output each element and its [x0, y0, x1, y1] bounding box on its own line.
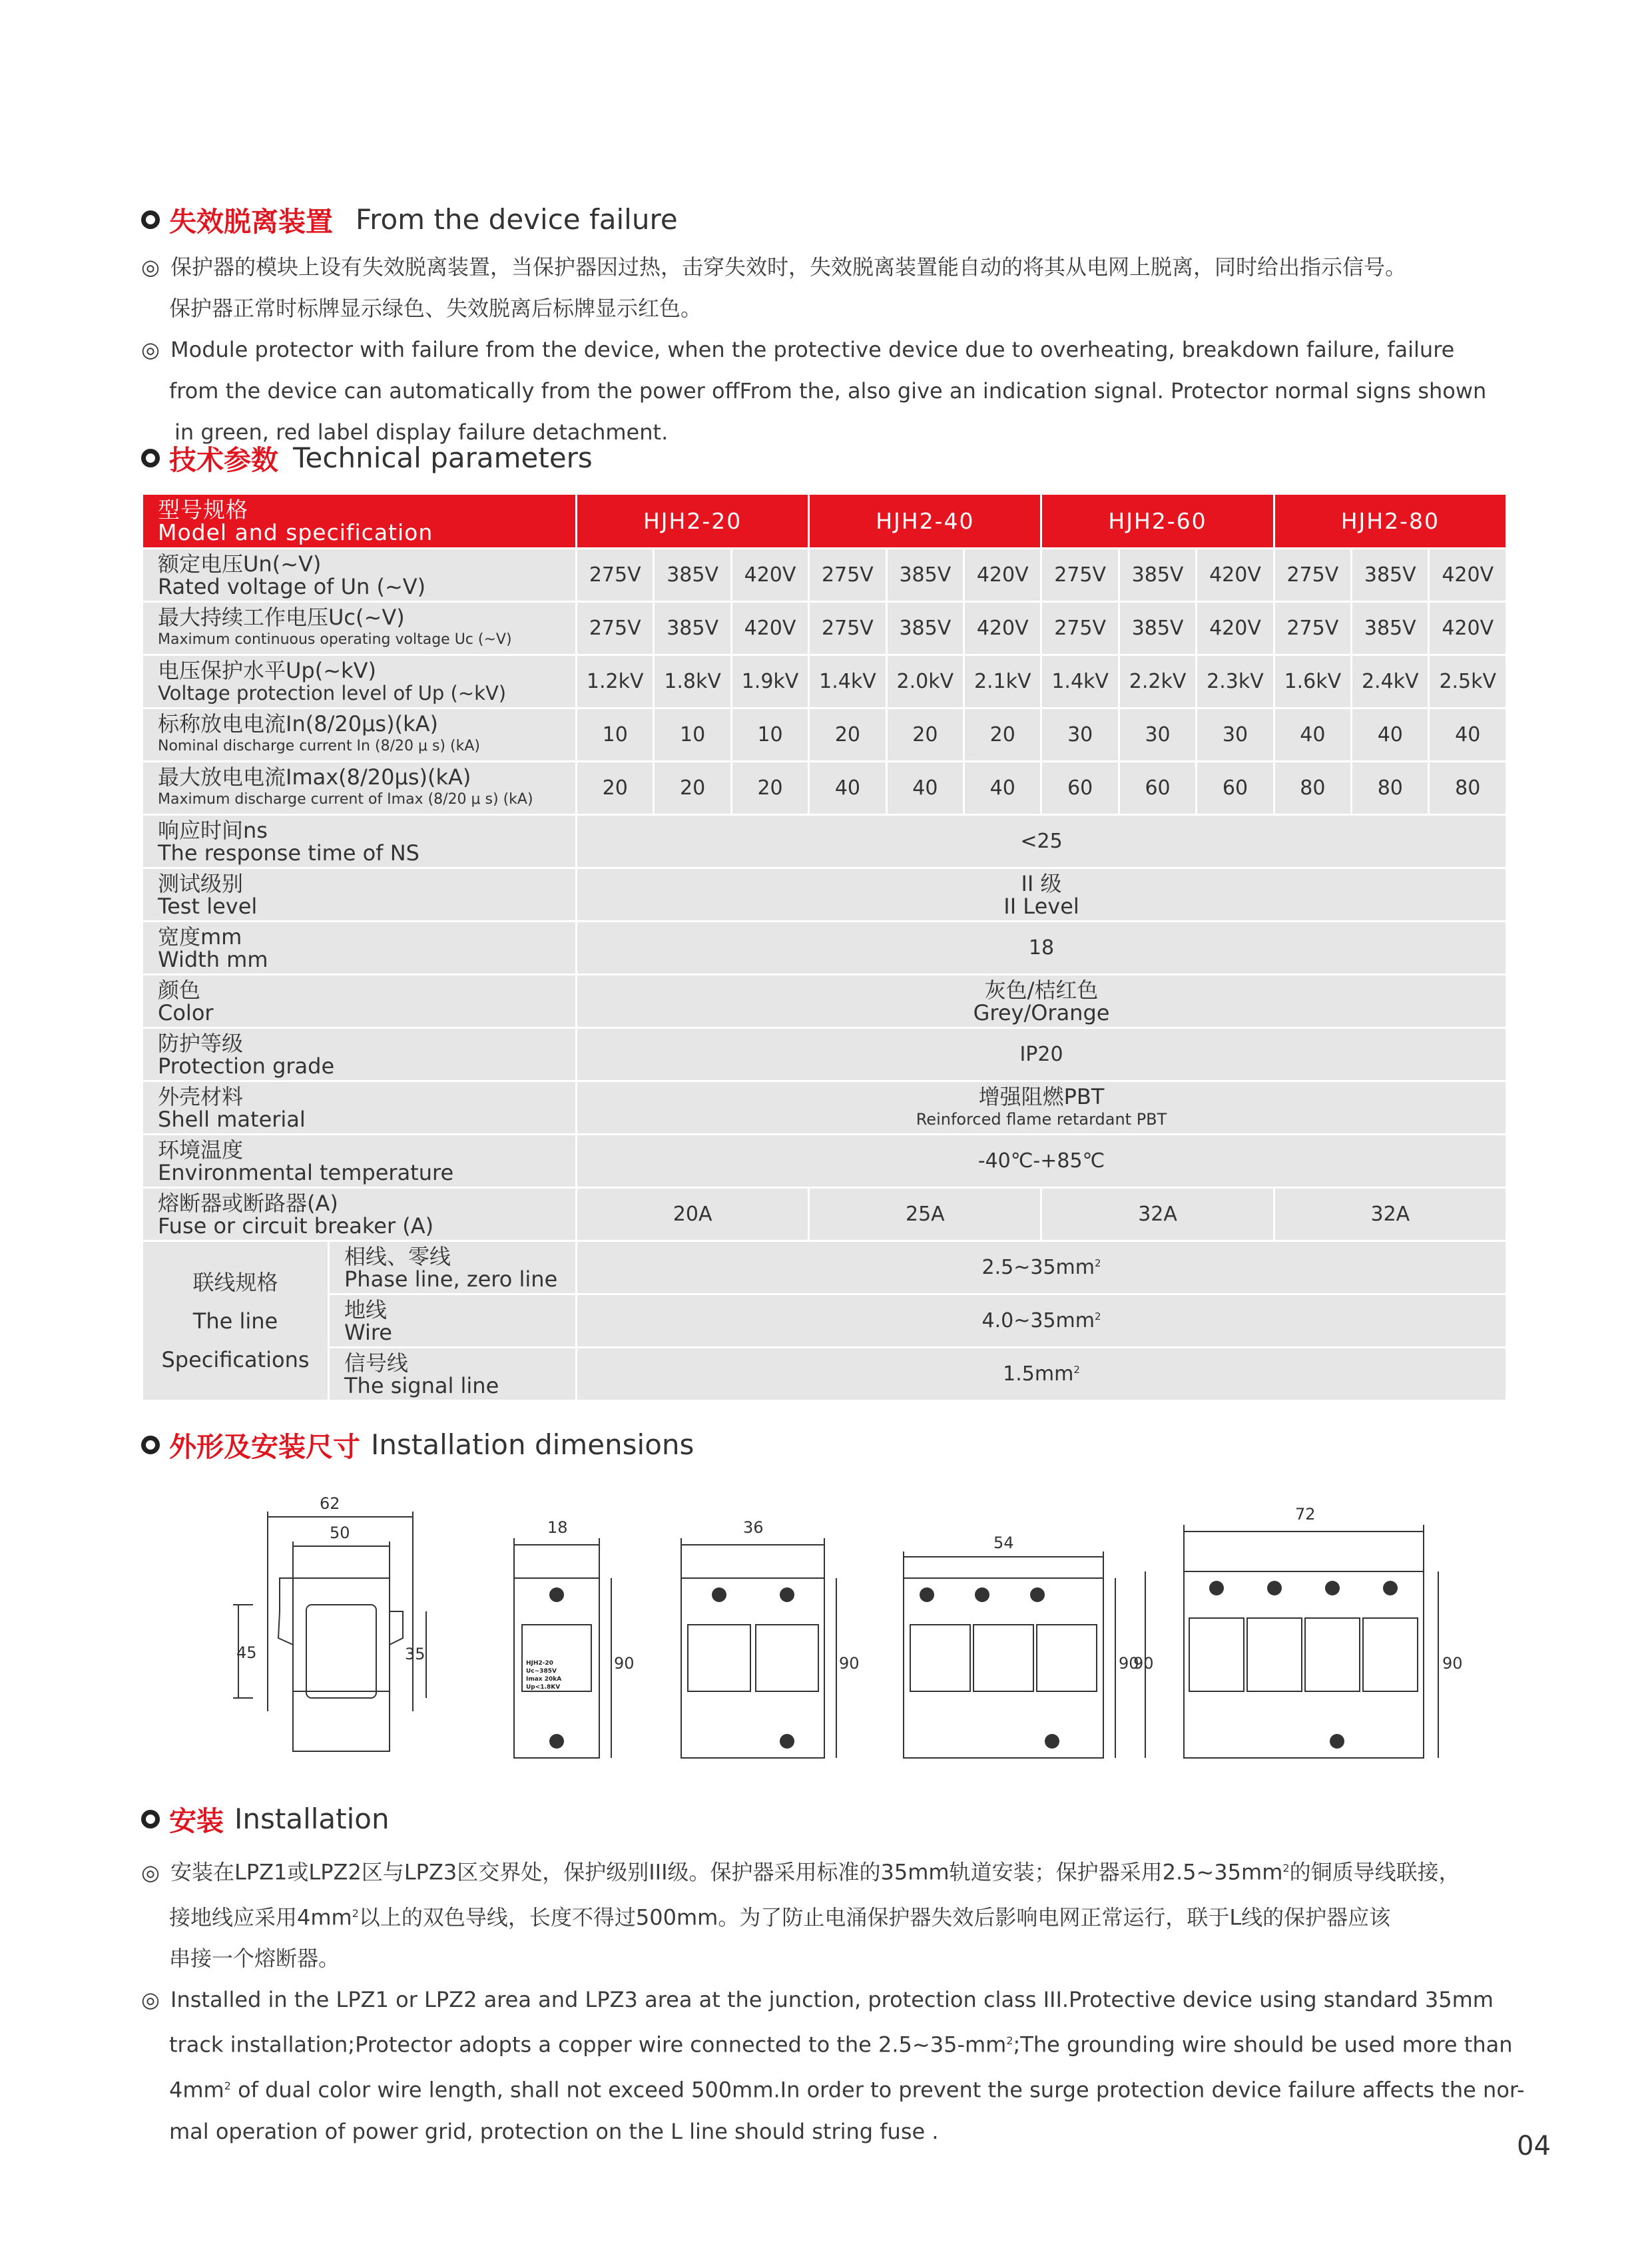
cell-signal-value: $1.5mm^2$ [577, 1348, 1507, 1401]
table-row [142, 868, 1507, 922]
ring-bullet-icon: ◎ [141, 337, 160, 362]
ring-bullet-icon: ◎ [141, 1859, 160, 1885]
cell-value: 420V [731, 549, 808, 602]
4p-drawing [1145, 1525, 1438, 1758]
header-model: HJH2-20 [577, 494, 809, 549]
cell-value: 20 [809, 708, 886, 762]
header-model: HJH2-80 [1274, 494, 1506, 549]
cell-value: 1.2kV [577, 655, 654, 708]
cell-value: 10 [577, 708, 654, 762]
row-label: 最大放电电流Imax(8/20μs)(kA) Maximum discharge current of Imax (8/20 μ s) (kA) [142, 762, 577, 815]
bullet-icon [141, 210, 160, 229]
cell-value: 385V [654, 602, 731, 655]
cell-value: 2.5kV [1429, 655, 1507, 708]
cell-value: 30 [1119, 708, 1196, 762]
cell-grade-value: IP20 [577, 1028, 1507, 1081]
failure-en-line3: in green, red label display failure detachment. [174, 420, 669, 445]
section-install-heading [141, 1799, 390, 1838]
table-row [142, 602, 1507, 655]
row-label: 地线 Wire [329, 1294, 577, 1348]
cell-value: 275V [577, 602, 654, 655]
cell-value: 420V [1429, 602, 1507, 655]
cell-value: 385V [1352, 602, 1429, 655]
ring-bullet-icon: ◎ [141, 254, 160, 280]
2p-drawing [681, 1538, 836, 1758]
row-label: 颜色 Color [142, 975, 577, 1028]
dim-1p-h: 90 [614, 1654, 635, 1673]
table-header-row [142, 494, 1507, 549]
table-row [142, 708, 1507, 762]
module-labels [526, 1660, 561, 1691]
section-title-en: Installation dimensions [371, 1428, 694, 1461]
row-label: 测试级别 Test level [142, 868, 577, 922]
cell-value: 385V [654, 549, 731, 602]
failure-zh-line1: 保护器的模块上设有失效脱离装置，当保护器因过热，击穿失效时，失效脱离装置能自动的将其从电网上脱离，同时给出指示信号。 [170, 254, 1407, 280]
dim-3p-w: 54 [993, 1534, 1014, 1552]
table-row [142, 1135, 1507, 1188]
table-row [142, 549, 1507, 602]
1p-drawing [514, 1538, 611, 1758]
dim-2p-h: 90 [839, 1654, 860, 1673]
row-label: 熔断器或断路器(A) Fuse or circuit breaker (A) [142, 1188, 577, 1241]
cell-value: 2.1kV [964, 655, 1041, 708]
cell-value: 275V [1041, 549, 1119, 602]
row-label: 环境温度 Environmental temperature [142, 1135, 577, 1188]
dim-4p-w: 72 [1295, 1505, 1316, 1524]
table-row [142, 922, 1507, 975]
cell-temp-value: -40℃-+85℃ [577, 1135, 1507, 1188]
cell-phase-value: $2.5\sim 35mm^2$ [577, 1241, 1507, 1294]
row-label: 最大持续工作电压Uc(~V) Maximum continuous operating voltage Uc (~V) [142, 602, 577, 655]
spec-table [141, 493, 1508, 1402]
cell-value: 40 [1429, 708, 1507, 762]
cell-value: 20 [886, 708, 964, 762]
cell-value: 1.6kV [1274, 655, 1351, 708]
dim-2p-w: 36 [743, 1518, 764, 1537]
row-label: 标称放电电流In(8/20μs)(kA) Nominal discharge current In (8/20 μ s) (kA) [142, 708, 577, 762]
cell-value: 385V [886, 549, 964, 602]
cell-value: 1.9kV [731, 655, 808, 708]
cell-value: 80 [1429, 762, 1507, 815]
row-label: 额定电压Un(~V) Rated voltage of Un (~V) [142, 549, 577, 602]
row-label: 外壳材料 Shell material [142, 1081, 577, 1135]
cell-value: 40 [964, 762, 1041, 815]
cell-value: 10 [654, 708, 731, 762]
cell-value: 1.8kV [654, 655, 731, 708]
section-title-zh: 失效脱离装置 [169, 206, 333, 238]
header-label: 型号规格 Model and specification [142, 494, 577, 549]
row-label: 宽度mm Width mm [142, 922, 577, 975]
cell-value: 420V [964, 549, 1041, 602]
cell-value: 2.3kV [1197, 655, 1274, 708]
cell-width-value: 18 [577, 922, 1507, 975]
line-spec-group-label: 联线规格 The line Specifications [142, 1241, 329, 1401]
dim-side-w-inner: 50 [330, 1524, 350, 1542]
cell-value: 275V [1274, 549, 1351, 602]
cell-value: 275V [577, 549, 654, 602]
module-label-uc: Uc~385V [526, 1668, 557, 1675]
cell-value: 2.4kV [1352, 655, 1429, 708]
cell-value: 385V [1119, 549, 1196, 602]
section-title-zh: 外形及安装尺寸 [169, 1431, 360, 1463]
module-label-up: Up<1.8KV [526, 1684, 561, 1691]
cell-value: 20 [964, 708, 1041, 762]
cell-value: 20 [654, 762, 731, 815]
cell-value: 80 [1274, 762, 1351, 815]
cell-value: 385V [1352, 549, 1429, 602]
table-row [142, 1348, 1507, 1401]
table-row [142, 762, 1507, 815]
table-row [142, 1081, 1507, 1135]
failure-en-line2: from the device can automatically from the power offFrom the, also give an indication signal. Protector normal signs shown [169, 378, 1487, 404]
failure-paragraph [141, 246, 1573, 453]
cell-fuse-value: 20A [577, 1188, 809, 1241]
section-failure-heading [141, 200, 678, 239]
cell-value: 10 [731, 708, 808, 762]
cell-value: 40 [1352, 708, 1429, 762]
cell-value: 2.0kV [886, 655, 964, 708]
cell-value: 20 [731, 762, 808, 815]
section-tech-heading [141, 438, 593, 477]
row-label: 响应时间ns The response time of NS [142, 815, 577, 868]
table-row [142, 655, 1507, 708]
cell-value: 30 [1197, 708, 1274, 762]
cell-value: 20 [577, 762, 654, 815]
cell-value: 60 [1041, 762, 1119, 815]
cell-value: 385V [886, 602, 964, 655]
table-row [142, 1028, 1507, 1081]
cell-fuse-value: 32A [1041, 1188, 1274, 1241]
bullet-icon [141, 449, 160, 467]
cell-value: 80 [1352, 762, 1429, 815]
dimension-drawings [226, 1485, 1463, 1791]
dim-4p-h-left: 90 [1133, 1654, 1154, 1673]
cell-value: 420V [1197, 602, 1274, 655]
cell-value: 2.2kV [1119, 655, 1196, 708]
cell-value: 60 [1119, 762, 1196, 815]
cell-value: 1.4kV [809, 655, 886, 708]
bullet-icon [141, 1436, 160, 1454]
section-title-zh: 技术参数 [169, 444, 278, 476]
dim-3p-h: 90 [1119, 1654, 1139, 1673]
section-title-en: From the device failure [356, 203, 678, 236]
dim-side-h-inner: 35 [405, 1645, 425, 1663]
cell-value: 40 [1274, 708, 1351, 762]
dim-side-h-outer: 45 [236, 1643, 257, 1662]
row-label: 电压保护水平Up(~kV) Voltage protection level of Up (~kV) [142, 655, 577, 708]
table-row [142, 1241, 1507, 1294]
table-row [142, 975, 1507, 1028]
cell-value: 275V [1041, 602, 1119, 655]
cell-value: 275V [809, 602, 886, 655]
failure-zh-line2: 保护器正常时标牌显示绿色、失效脱离后标牌显示红色。 [169, 296, 702, 321]
dim-1p-w: 18 [547, 1518, 568, 1537]
header-model: HJH2-60 [1041, 494, 1274, 549]
section-title-en: Technical parameters [293, 441, 593, 474]
module-label-imax: Imax 20kA [526, 1676, 562, 1683]
table-row [142, 1188, 1507, 1241]
cell-value: 60 [1197, 762, 1274, 815]
cell-value: 1.4kV [1041, 655, 1119, 708]
ring-bullet-icon: ◎ [141, 1987, 160, 2013]
side-view-drawing [233, 1512, 426, 1751]
cell-response-value: <25 [577, 815, 1507, 868]
dim-side-w-outer: 62 [320, 1494, 340, 1513]
cell-value: 420V [1197, 549, 1274, 602]
install-paragraph: ◎ 安装在LPZ1或LPZ2区与LPZ3区交界处，保护级别III级。保护器采用标准的35mm轨道安装；保护器采用$2.5\sim 35mm^2$的铜质导线联接， 接地线应采用$4mm^2$以上的双色导线，长度不得过500mm。为了防止电涌保护器失效后影响电网正常运行，联于L线的保护器应该 串接一个熔断器。 ◎ Installed in the LPZ1 or LPZ2 area and LPZ3 area at the junction, protection class III.Protective device using standard 35mm track installation;Protector adopts a copper wire connected to the $2.5\sim 35-mm^2;The$ grounding wire should be used more than $4mm^2$ of dual color wire length, shall not exceed 500mm.In order to prevent the surge protection device failure affects the nor- mal operation of power grid, protection on the L line should string fuse . [141, 1848, 1573, 2152]
cell-value: 275V [1274, 602, 1351, 655]
row-label: 信号线 The signal line [329, 1348, 577, 1401]
dim-4p-h-right: 90 [1442, 1654, 1463, 1673]
table-row [142, 815, 1507, 868]
cell-value: 40 [886, 762, 964, 815]
failure-en-line1: Module protector with failure from the device, when the protective device due to overheating, breakdown failure, failure [170, 337, 1455, 362]
cell-fuse-value: 32A [1274, 1188, 1506, 1241]
header-model: HJH2-40 [809, 494, 1041, 549]
table-row [142, 1294, 1507, 1348]
row-label: 防护等级 Protection grade [142, 1028, 577, 1081]
cell-value: 275V [809, 549, 886, 602]
page-number: 04 [1517, 2131, 1551, 2161]
section-dims-heading [141, 1425, 694, 1464]
section-title-zh: 安装 [169, 1805, 224, 1837]
row-label: 相线、零线 Phase line, zero line [329, 1241, 577, 1294]
cell-value: 420V [964, 602, 1041, 655]
bullet-icon [141, 1810, 160, 1828]
cell-value: 40 [809, 762, 886, 815]
cell-value: 30 [1041, 708, 1119, 762]
cell-test-value: II 级 II Level [577, 868, 1507, 922]
module-label-model: HJH2-20 [526, 1660, 553, 1667]
cell-value: 420V [1429, 549, 1507, 602]
cell-value: 385V [1119, 602, 1196, 655]
section-title-en: Installation [234, 1803, 390, 1835]
cell-color-value: 灰色/桔红色 Grey/Orange [577, 975, 1507, 1028]
cell-fuse-value: 25A [809, 1188, 1041, 1241]
3p-drawing [904, 1551, 1115, 1758]
cell-earth-value: $4.0\sim 35mm^2$ [577, 1294, 1507, 1348]
cell-value: 420V [731, 602, 808, 655]
cell-shell-value: 增强阻燃PBT Reinforced flame retardant PBT [577, 1081, 1507, 1135]
